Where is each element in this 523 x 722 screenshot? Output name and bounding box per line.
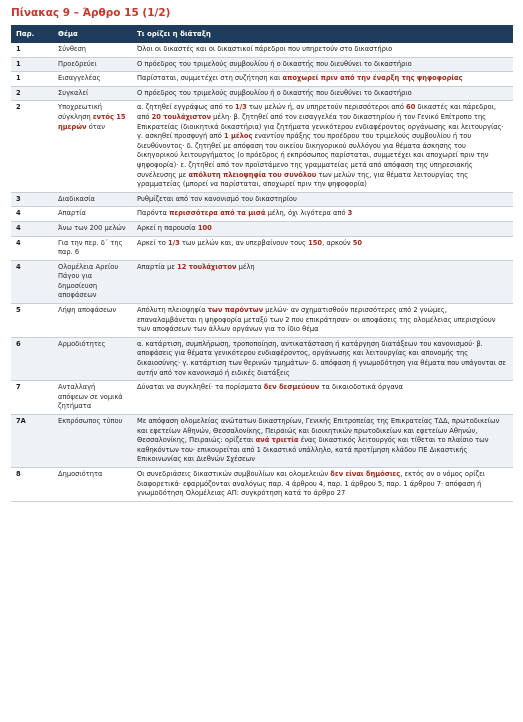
text-segment: μέλη· β. ζητηθεί από τον εισαγγελέα του δικαστηρίου ή τον Γενικό Επίτροπο της Επικρατείας (διοικητικά δικαστήρια) για ζητήματα γενικότερου ενδιαφέροντος οργάνωσης και λειτουργίας· γ. ασκηθεί προσφυγή από (137, 112, 504, 141)
paragraph-number: 4 (11, 260, 53, 303)
provision-cell (132, 260, 513, 303)
topic-cell (53, 86, 132, 101)
provision-cell (132, 101, 513, 192)
text-segment: Εισαγγελέας (58, 74, 101, 83)
highlighted-text: 20 τουλάχιστον (151, 112, 212, 121)
table-row (11, 207, 513, 222)
provision-cell (132, 86, 513, 101)
paragraph-number: 1 (11, 72, 53, 87)
topic-cell (53, 260, 132, 303)
highlighted-text: των παρόντων (207, 306, 264, 315)
topic-cell (53, 467, 132, 501)
table-row (11, 221, 513, 236)
text-segment: Για την περ. δ΄ της παρ. 6 (58, 238, 123, 257)
text-segment: των μελών ή, αν υπηρετούν περισσότεροι από (246, 103, 407, 112)
highlighted-text: 60 (406, 103, 416, 112)
text-segment: των μελών της, για θέματα λειτουργίας της γραμματείας (μπορεί να παρίσταται, αποχωρεί πριν την ψηφοφορία) (137, 170, 469, 189)
text-segment: ένας δικαστικός λειτουργός και τίθεται το πλαίσιο των καθηκόντων του· επικουρείται από 1 δικαστικό υπάλληλο, κατά προτίμηση κλάδου ΠΕ Δικαστικής Επικοινωνίας και Διεθνών Σχέσεων (137, 436, 489, 464)
text-segment: Δύναται να συγκληθεί· τα πορίσματα (137, 383, 264, 392)
highlighted-text: 100 (197, 223, 212, 232)
paragraph-number: 6 (11, 337, 53, 380)
paragraph-number: 8 (11, 467, 53, 501)
paragraph-number: 5 (11, 304, 53, 338)
header-par: Παρ. (11, 25, 53, 43)
highlighted-text: 1/3 (168, 238, 180, 247)
topic-cell (53, 415, 132, 468)
provision-cell (132, 415, 513, 468)
text-segment: μέλη, όχι λιγότερα από (265, 209, 348, 218)
text-segment: μέλη (236, 262, 255, 271)
table-row (11, 192, 513, 207)
table-row (11, 57, 513, 72)
table-header-row (11, 25, 513, 43)
paragraph-number: 7Α (11, 415, 53, 468)
text-segment: Αρκεί η παρουσία (137, 223, 198, 232)
text-segment: Εκπρόσωπος τύπου (58, 417, 123, 425)
text-segment: Παρόντα (137, 209, 170, 218)
text-segment: των μελών και, αν υπερβαίνουν τους (179, 238, 309, 247)
provision-cell (132, 381, 513, 415)
table-row (11, 86, 513, 101)
topic-cell (53, 381, 132, 415)
topic-cell (53, 101, 132, 192)
text-segment: δικαστές και πάρεδροι, από (137, 103, 496, 121)
header-provision: Τι ορίζει η διάταξη (132, 25, 513, 43)
text-segment: Απόλυτη πλειοψηφία (137, 306, 208, 315)
highlighted-text: 1/3 (235, 103, 247, 112)
provision-cell (132, 467, 513, 501)
highlighted-text: 12 τουλάχιστον (177, 262, 237, 271)
table-title: Πίνακας 9 – Άρθρο 15 (1/2) (11, 7, 171, 19)
provision-cell (132, 43, 513, 57)
table-row (11, 260, 513, 303)
text-segment: , αρκούν (322, 238, 353, 247)
text-segment: Προεδρεύει (58, 59, 97, 68)
text-segment: μελών· αν σχηματισθούν περισσότερες από 2 γνώμες, επαναλαμβάνεται η ψηφοφορία μεταξύ των 2 που επικράτησαν· οι αποφάσεις της ολομέλειας υπερισχύουν των αποφάσεων των άλλων οργάνων για το ίδιο θέμα (137, 306, 496, 334)
highlighted-text: 150 (308, 238, 323, 247)
highlighted-text: περισσότερα από τα μισά (169, 209, 266, 218)
text-segment: εναντίον πράξης του προέδρου του τριμελούς συμβουλίου ή του διευθύνοντος· δ. ζητηθεί με απόφαση του οικείου δικηγορικού συλλόγου για θέματα άσκησης του δικηγορικού λειτουργήματος (ο πρόεδρος ή εκπρόσωπος παρίσταται, συμμετέχει και αποχωρεί πριν την ψηφοφορία)· ε. ζητηθεί από τον προϊστάμενο της γραμματείας μετά από απόφαση της υπηρεσιακής συνέλευσης με (137, 132, 489, 179)
header-thema: Θέμα (53, 25, 132, 43)
provision-cell (132, 304, 513, 338)
highlighted-text: απόλυτη πλειοψηφία του συνόλου (188, 170, 317, 179)
text-segment: Όλοι οι δικαστές και οι δικαστικοί πάρεδροι που υπηρετούν στο δικαστήριο (137, 45, 393, 53)
paragraph-number: 2 (11, 101, 53, 192)
topic-cell (53, 337, 132, 380)
text-segment: Με απόφαση ολομελείας ανώτατων δικαστηρίων, Γενικής Επιτροπείας της Επικρατείας ΤΔΔ, πρωτοδικείων και εφετείων Αθηνών, Θεσσαλονίκης, Πειραιώς και διοικητικών πρωτοδικείων και εφετείων Αθηνών, Θεσσαλονίκης, Πειραιώς: ορίζεται (137, 417, 500, 445)
text-segment: Λήψη αποφάσεων (58, 306, 117, 315)
table-row (11, 101, 513, 192)
topic-cell (53, 236, 132, 260)
highlighted-text: 3 (347, 209, 353, 218)
text-segment: Απαρτία (58, 209, 86, 218)
table-row (11, 43, 513, 57)
table-row (11, 467, 513, 501)
text-segment: Άνω των 200 μελών (58, 223, 126, 232)
paragraph-number: 4 (11, 236, 53, 260)
text-segment: Οι συνεδριάσεις δικαστικών συμβουλίων και ολομελειών (137, 469, 331, 478)
highlighted-text: 1 μέλος (224, 132, 253, 141)
table-row (11, 72, 513, 87)
highlighted-text: δεν είναι δημόσιες (330, 469, 401, 478)
topic-cell (53, 207, 132, 222)
topic-cell (53, 43, 132, 57)
text-segment: Ο πρόεδρος του τριμελούς συμβουλίου ή ο δικαστής που διευθύνει το δικαστήριο (137, 88, 412, 97)
table-row (11, 236, 513, 260)
topic-cell (53, 221, 132, 236)
text-segment: Αρμοδιότητες (58, 339, 106, 348)
table-row (11, 337, 513, 380)
text-segment: Ο πρόεδρος του τριμελούς συμβουλίου ή ο δικαστής που διευθύνει το δικαστήριο (137, 59, 412, 68)
paragraph-number: 4 (11, 221, 53, 236)
provision-cell (132, 221, 513, 236)
text-segment: Διαδικασία (58, 194, 95, 203)
highlighted-text: ανά τριετία (255, 436, 299, 445)
text-segment: Αρκεί το (137, 238, 169, 247)
paragraph-number: 3 (11, 192, 53, 207)
provision-cell (132, 72, 513, 87)
text-segment: Σύνθεση (58, 45, 87, 53)
highlighted-text: αποχωρεί πριν από την έναρξη της ψηφοφορίας (282, 74, 463, 83)
provisions-table (11, 25, 513, 502)
text-segment: , εκτός αν ο νόμος ορίζει διαφορετικά· εφαρμόζονται αναλόγως παρ. 4 άρθρου 4, παρ. 1 άρθρου 5, παρ. 1 άρθρου 7· απόφαση ή γνωμοδότηση Ολομέλειας ΑΠ: συγκρότηση κατά το άρθρο 27 (137, 469, 486, 498)
text-segment: Ρυθμίζεται από τον κανονισμό του δικαστηρίου (137, 194, 297, 203)
text-segment: όταν (86, 122, 105, 131)
paragraph-number: 7 (11, 381, 53, 415)
table-row (11, 304, 513, 338)
table-row (11, 381, 513, 415)
text-segment: Υποχρεωτική σύγκληση (58, 103, 102, 121)
topic-cell (53, 192, 132, 207)
highlighted-text: δεν δεσμεύουν (263, 383, 320, 392)
provision-cell (132, 236, 513, 260)
provision-cell (132, 337, 513, 380)
provision-cell (132, 207, 513, 222)
text-segment: τα δικαιοδοτικά όργανα (319, 383, 403, 392)
paragraph-number: 1 (11, 43, 53, 57)
text-segment: Συγκαλεί (58, 88, 89, 97)
paragraph-number: 4 (11, 207, 53, 222)
text-segment: Ανταλλαγή απόψεων σε νομικά ζητήματα (58, 383, 123, 411)
topic-cell (53, 57, 132, 72)
paragraph-number: 2 (11, 86, 53, 101)
text-segment: Ολομέλεια Αρείου Πάγου για δημοσίευση αποφάσεων (58, 262, 119, 300)
table-body (11, 43, 513, 501)
text-segment: Δημοσιότητα (58, 469, 103, 478)
highlighted-text: εντός 15 ημερών (58, 112, 126, 131)
topic-cell (53, 304, 132, 338)
paragraph-number: 1 (11, 57, 53, 72)
text-segment: Παρίσταται, συμμετέχει στη συζήτηση και (137, 74, 283, 83)
table-row (11, 415, 513, 468)
provision-cell (132, 192, 513, 207)
provision-cell (132, 57, 513, 72)
text-segment: α. ζητηθεί εγγράφως από το (137, 103, 236, 112)
text-segment: α. κατάρτιση, συμπλήρωση, τροποποίηση, αντικατάσταση ή κατάργηση διατάξεων του κανονισμού· β. αποφάσεις για θέματα γενικότερου ενδιαφέροντος, οργάνωσης και λειτουργίας και απονομής της δικαιοσύνης· γ. κατάρτιση των θερινών τμημάτων· δ. απόφαση ή γνωμοδότηση για θέματα που υπάγονται σε αυτήν από τον κανονισμό ή ειδικές διατάξεις (137, 339, 507, 377)
topic-cell (53, 72, 132, 87)
highlighted-text: 50 (352, 238, 363, 247)
text-segment: Απαρτία με (137, 262, 178, 271)
